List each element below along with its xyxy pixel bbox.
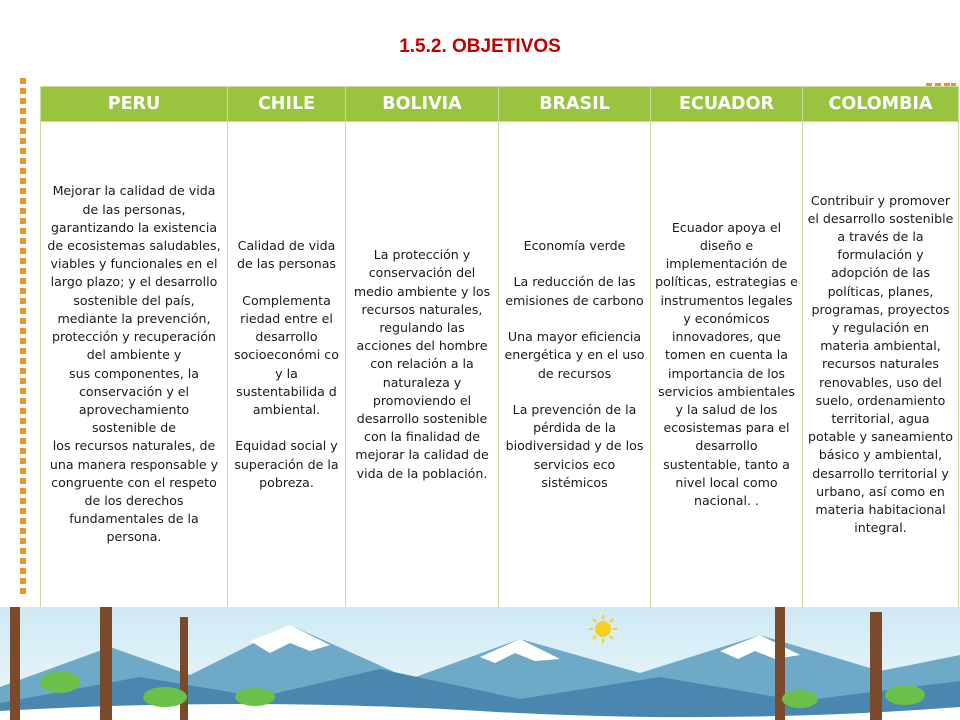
header-brasil: BRASIL: [499, 87, 651, 122]
winter-landscape-illustration: [0, 607, 960, 720]
header-chile: CHILE: [228, 87, 346, 122]
cell-brasil: Economía verde La reducción de las emisiones de carbono Una mayor eficiencia energética y en el uso de recursos La prevención de la pérdida de la biodiversidad y de los servicios eco sistémicos: [499, 122, 651, 608]
left-dashed-border: [20, 78, 26, 598]
cell-ecuador: Ecuador apoya el diseño e implementación de políticas, estrategias e instrumentos legales y económicos innovadores, que tomen en cuenta la importancia de los servicios ambientales y la salud de los ecosistemas para el desarrollo sustentable, tanto a nivel local como nacional. .: [651, 122, 803, 608]
objectives-table: [40, 86, 959, 608]
header-peru: PERU: [41, 87, 228, 122]
header-colombia: COLOMBIA: [803, 87, 959, 122]
table-row: [41, 122, 959, 608]
cell-peru: Mejorar la calidad de vida de las personas, garantizando la existencia de ecosistemas saludables, viables y funcionales en el largo plazo; y el desarrollo sostenible del país, mediante la prevención, protección y recuperación del ambiente y sus componentes, la conservación y el aprovechamiento sostenible de los recursos naturales, de una manera responsable y congruente con el respeto de los derechos fundamentales de la persona.: [41, 122, 228, 608]
header-bolivia: BOLIVIA: [346, 87, 499, 122]
cell-colombia: Contribuir y promover el desarrollo sostenible a través de la formulación y adopción de las políticas, planes, programas, proyectos y regulación en materia ambiental, recursos naturales renovables, uso del suelo, ordenamiento territorial, agua potable y saneamiento básico y ambiental, desarrollo territorial y urbano, así como en materia habitacional integral.: [803, 122, 959, 608]
cell-chile: Calidad de vida de las personas Complementa riedad entre el desarrollo socioeconómi co y la sustentabilida d ambiental. Equidad social y superación de la pobreza.: [228, 122, 346, 608]
table-header-row: [41, 87, 959, 122]
slide-title: 1.5.2. OBJETIVOS: [399, 36, 561, 57]
cell-bolivia: La protección y conservación del medio ambiente y los recursos naturales, regulando las acciones del hombre con relación a la naturaleza y promoviendo el desarrollo sostenible con la finalidad de mejorar la calidad de vida de la población.: [346, 122, 499, 608]
header-ecuador: ECUADOR: [651, 87, 803, 122]
